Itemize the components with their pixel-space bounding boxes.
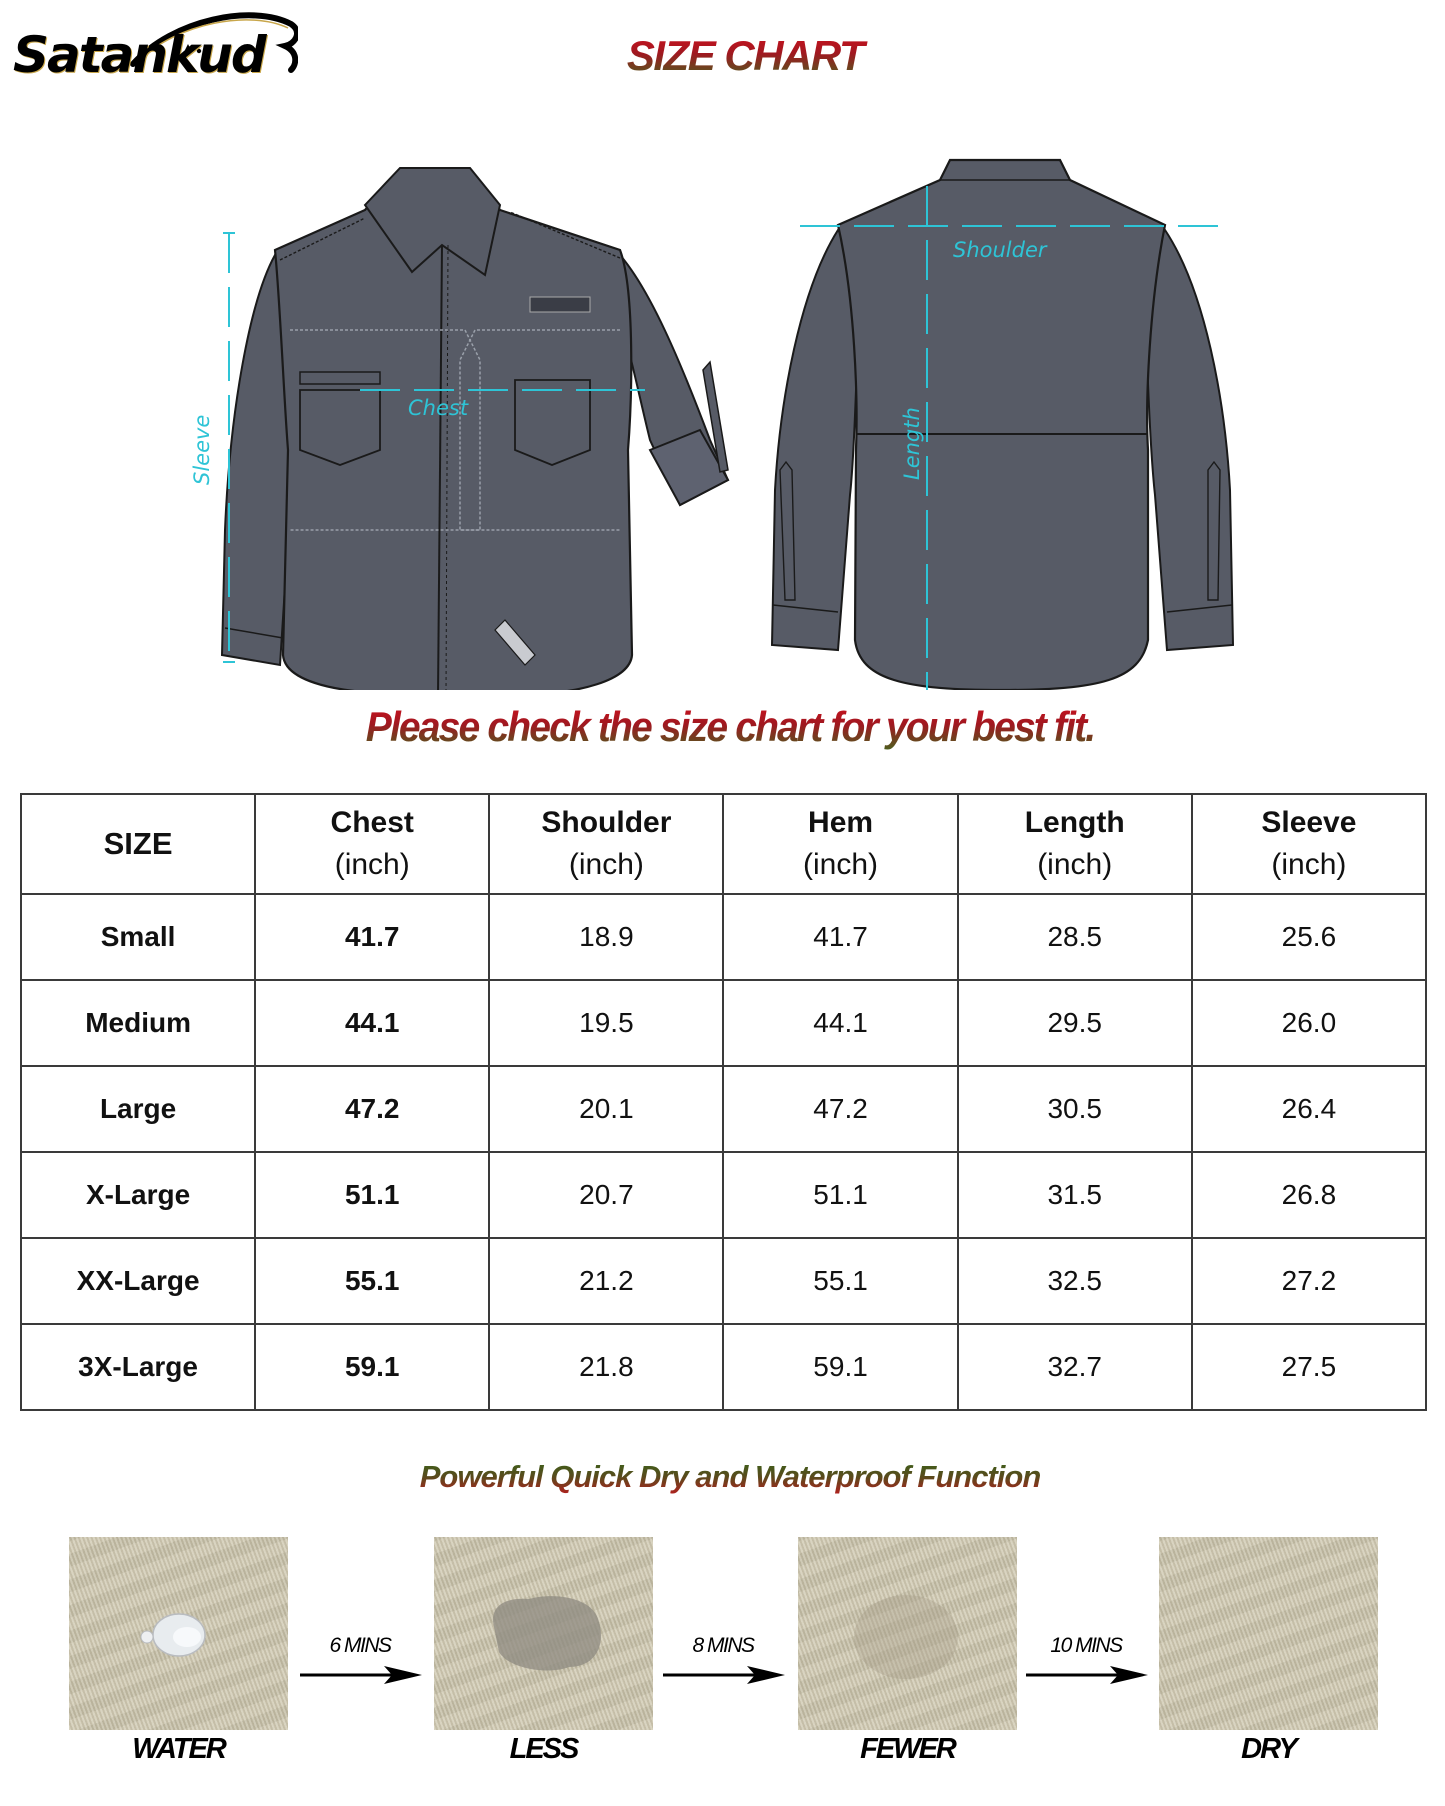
header-sleeve	[1192, 794, 1426, 894]
header-hem	[723, 794, 957, 894]
stage-label-dry: DRY	[1241, 1733, 1296, 1765]
fit-headline: Please check the size chart for your best fit.	[312, 700, 1149, 754]
length-value: 31.5	[958, 1152, 1192, 1238]
table-row	[21, 1066, 1426, 1152]
wet-spot-icon	[434, 1537, 653, 1730]
table-row	[21, 1324, 1426, 1410]
table-row	[21, 980, 1426, 1066]
fabric-swatch-less	[434, 1537, 653, 1730]
length-value: 30.5	[958, 1066, 1192, 1152]
length-value: 28.5	[958, 894, 1192, 980]
header-chest	[255, 794, 489, 894]
chest-value: 41.7	[255, 894, 489, 980]
sleeve-value: 26.0	[1192, 980, 1426, 1066]
header-unit: (inch)	[568, 848, 644, 881]
brand-logo	[13, 4, 298, 99]
header-size	[21, 794, 255, 894]
shirt-front-diagram	[180, 150, 780, 690]
size-name: 3X-Large	[21, 1324, 255, 1410]
header-unit: (inch)	[334, 848, 410, 881]
fabric-swatch-fewer	[798, 1537, 1017, 1730]
fabric-swatch-water	[69, 1537, 288, 1730]
chest-value: 47.2	[255, 1066, 489, 1152]
shoulder-value: 20.7	[489, 1152, 723, 1238]
sleeve-value: 26.8	[1192, 1152, 1426, 1238]
header-label: Shoulder	[541, 806, 672, 839]
arrow-right-icon	[663, 1666, 785, 1684]
hem-value: 55.1	[723, 1238, 957, 1324]
shirt-back-icon	[740, 150, 1260, 690]
arrow-right-icon	[300, 1666, 422, 1684]
hem-value: 44.1	[723, 980, 957, 1066]
shoulder-label: Shoulder	[953, 238, 1047, 262]
header-label: Length	[1024, 806, 1125, 839]
table-row	[21, 1238, 1426, 1324]
table-row	[21, 1152, 1426, 1238]
size-name: X-Large	[21, 1152, 255, 1238]
size-name: Small	[21, 894, 255, 980]
shoulder-value: 20.1	[489, 1066, 723, 1152]
quick-dry-headline: Powerful Quick Dry and Waterproof Function	[330, 1455, 1130, 1499]
chest-value: 59.1	[255, 1324, 489, 1410]
water-droplet-icon	[69, 1537, 288, 1730]
fabric-swatch-dry	[1159, 1537, 1378, 1730]
step-label-10-mins: 10 MINS	[1050, 1634, 1122, 1657]
arrow-right-icon	[1026, 1666, 1148, 1684]
chest-value: 55.1	[255, 1238, 489, 1324]
size-name: Large	[21, 1066, 255, 1152]
chest-label: Chest	[408, 396, 469, 420]
hem-value: 59.1	[723, 1324, 957, 1410]
shoulder-value: 21.8	[489, 1324, 723, 1410]
stage-label-fewer: FEWER	[860, 1733, 955, 1765]
shirt-front-icon	[180, 150, 780, 690]
chest-value: 44.1	[255, 980, 489, 1066]
header-unit: (inch)	[1271, 848, 1347, 881]
sleeve-value: 25.6	[1192, 894, 1426, 980]
stage-label-less: LESS	[509, 1733, 578, 1765]
hem-value: 47.2	[723, 1066, 957, 1152]
length-label: Length	[900, 407, 924, 480]
stage-label-water: WATER	[132, 1733, 225, 1765]
header-length	[958, 794, 1192, 894]
step-label-6-mins: 6 MINS	[329, 1634, 391, 1657]
step-label-8-mins: 8 MINS	[692, 1634, 754, 1657]
table-header-row	[21, 794, 1426, 894]
sleeve-value: 27.5	[1192, 1324, 1426, 1410]
hem-value: 51.1	[723, 1152, 957, 1238]
faint-spot-icon	[798, 1537, 1017, 1730]
logo-wordmark: Satankud	[13, 26, 265, 84]
length-value: 32.7	[958, 1324, 1192, 1410]
shoulder-value: 19.5	[489, 980, 723, 1066]
sleeve-value: 27.2	[1192, 1238, 1426, 1324]
page-title: SIZE CHART	[620, 30, 870, 82]
size-chart-table	[20, 793, 1427, 1411]
header-label: SIZE	[103, 826, 173, 861]
sleeve-label: Sleeve	[190, 414, 214, 485]
size-name: Medium	[21, 980, 255, 1066]
length-value: 32.5	[958, 1238, 1192, 1324]
header-shoulder	[489, 794, 723, 894]
header-label: Chest	[330, 806, 414, 839]
table-row	[21, 894, 1426, 980]
size-name: XX-Large	[21, 1238, 255, 1324]
hem-value: 41.7	[723, 894, 957, 980]
shoulder-value: 18.9	[489, 894, 723, 980]
header-label: Sleeve	[1261, 806, 1357, 839]
shoulder-value: 21.2	[489, 1238, 723, 1324]
header-unit: (inch)	[1037, 848, 1113, 881]
shirt-back-diagram	[740, 150, 1260, 690]
chest-value: 51.1	[255, 1152, 489, 1238]
length-value: 29.5	[958, 980, 1192, 1066]
sleeve-value: 26.4	[1192, 1066, 1426, 1152]
header-label: Hem	[808, 806, 874, 839]
header-unit: (inch)	[803, 848, 879, 881]
